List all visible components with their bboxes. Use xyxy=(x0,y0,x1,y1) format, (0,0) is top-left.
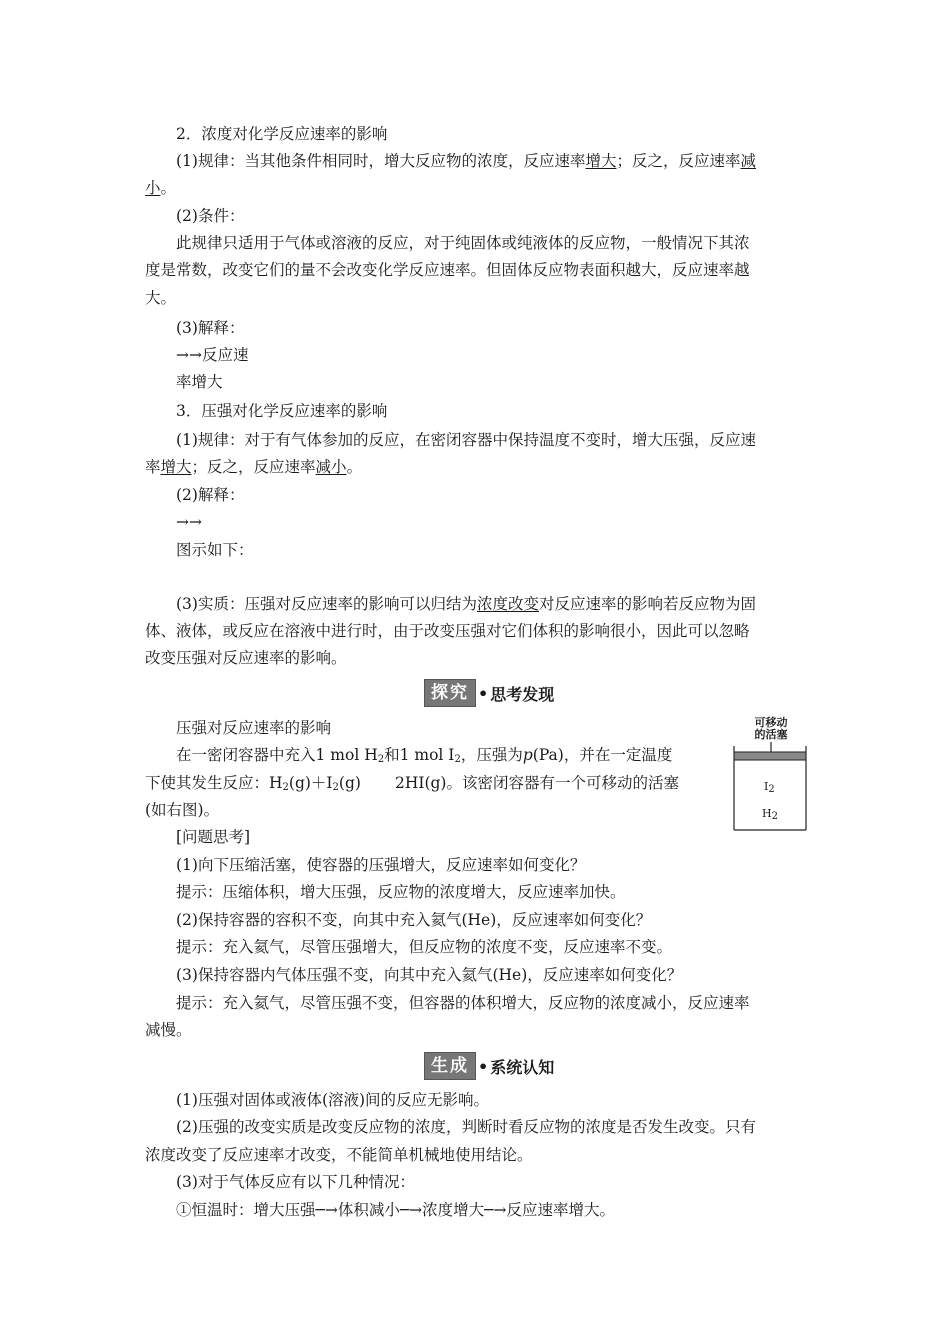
s2-rule-end: 。 xyxy=(160,179,177,197)
s2-rule-line-2 xyxy=(145,178,176,198)
generate-point-2-line-2: 浓度改变了反应速率才改变，不能简单机械地使用结论。 xyxy=(145,1146,533,1164)
piston-figure xyxy=(725,714,815,834)
s2-rule-text: (1)规律：当其他条件相同时，增大反应物的浓度，反应速率 xyxy=(176,152,586,170)
explore-l1-c: ，压强为 xyxy=(460,746,523,764)
subscript: 2 xyxy=(282,782,289,793)
s3-essence-start: (3)实质：压强对反应速率的影响可以归结为 xyxy=(176,595,477,613)
gas-iodine-label xyxy=(764,780,775,795)
s3-rule-line-1: (1)规律：对于有气体参加的反应，在密闭容器中保持温度不变时，增大压强，反应速 xyxy=(176,431,756,449)
gas-iodine-symbol: I xyxy=(764,780,769,793)
subscript: 2 xyxy=(771,811,778,822)
s2-condition-label: (2)条件： xyxy=(176,207,245,225)
generate-banner-text: 系统认知 xyxy=(490,1057,555,1077)
s2-explain-line-1: →→反应速 xyxy=(176,346,249,364)
generate-point-3-item-1: ①恒温时：增大压强─→体积减小─→浓度增大─→反应速率增大。 xyxy=(176,1201,615,1219)
s2-explain-line-2: 率增大 xyxy=(176,373,223,391)
s3-explain-label: (2)解释： xyxy=(176,486,245,504)
gas-hydrogen-symbol: H xyxy=(762,807,772,820)
explore-l2-a: 下使其发生反应：H xyxy=(145,774,283,792)
s3-essence-line-3: 改变压强对反应速率的影响。 xyxy=(145,649,347,667)
question-3: (3)保持容器内气体压强不变，向其中充入氦气(He)，反应速率如何变化？ xyxy=(176,966,683,984)
s2-rule-line xyxy=(176,151,756,171)
piston-label-line-2: 的活塞 xyxy=(754,728,788,741)
question-2: (2)保持容器的容积不变，向其中充入氦气(He)，反应速率如何变化？ xyxy=(176,911,652,929)
answer-1: 提示：压缩体积，增大压强，反应物的浓度增大，反应速率加快。 xyxy=(176,883,626,901)
generate-point-2-line-1: (2)压强的改变实质是改变反应物的浓度，判断时看反应物的浓度是否发生改变。只有 xyxy=(176,1118,756,1136)
s3-rule-line-2 xyxy=(145,457,362,477)
s3-answer-increase: 增大 xyxy=(160,458,192,476)
banner-dot-icon: • xyxy=(478,683,489,703)
s2-explain-label: (3)解释： xyxy=(176,319,245,337)
subscript: 2 xyxy=(377,754,385,765)
explore-title: 压强对反应速率的影响 xyxy=(176,719,332,737)
s3-rule-end: 。 xyxy=(346,458,363,476)
question-1: (1)向下压缩活塞，使容器的压强增大，反应速率如何变化？ xyxy=(176,856,586,874)
s2-answer-decrease-part2: 小 xyxy=(145,179,161,197)
s2-answer-decrease-part1: 减 xyxy=(740,152,757,170)
subscript: 2 xyxy=(768,784,775,795)
explore-l2-c: (g) xyxy=(338,774,361,792)
s3-rule-l2-start: 率 xyxy=(145,458,161,476)
generate-banner xyxy=(424,1053,554,1079)
section-2-heading: 2．浓度对化学反应速率的影响 xyxy=(176,125,388,143)
s2-condition-line-3: 大。 xyxy=(145,289,177,307)
generate-point-1: (1)压强对固体或液体(溶液)间的反应无影响。 xyxy=(176,1091,490,1109)
s3-figure-note: 图示如下： xyxy=(176,541,254,559)
section-3-heading: 3．压强对化学反应速率的影响 xyxy=(176,402,388,420)
explore-l1-b: 和1 mol I xyxy=(384,746,455,764)
piston-label-line-1: 可移动 xyxy=(754,716,788,729)
explore-line-3: (如右图)。 xyxy=(145,801,220,819)
s3-answer-decrease: 减小 xyxy=(315,458,347,476)
explore-l2-d: 2HI(g)。该密闭容器有一个可移动的活塞 xyxy=(394,774,679,792)
s2-condition-line-1: 此规律只适用于气体或溶液的反应，对于纯固体或纯液体的反应物，一般情况下其浓 xyxy=(176,234,750,252)
questions-label: [问题思考] xyxy=(176,828,251,846)
subscript: 2 xyxy=(454,754,461,765)
generate-banner-box: 生成 xyxy=(424,1052,476,1080)
subscript: 2 xyxy=(332,782,339,793)
s3-essence-line-1 xyxy=(176,594,756,614)
pressure-symbol: p xyxy=(522,746,533,764)
banner-dot-icon: • xyxy=(478,1056,489,1076)
explore-l1-d: (Pa)，并在一定温度 xyxy=(532,746,673,764)
s3-essence-line-2: 体、液体，或反应在溶液中进行时，由于改变压强对它们体积的影响很小，因此可以忽略 xyxy=(145,622,750,640)
s3-essence-end: 对反应速率的影响若反应物为固 xyxy=(538,595,756,613)
s3-explain-arrows: →→ xyxy=(176,513,202,531)
explore-l1-a: 在一密闭容器中充入1 mol H xyxy=(176,746,378,764)
explore-banner-box: 探究 xyxy=(424,679,476,707)
s2-condition-line-2: 度是常数，改变它们的量不会改变化学反应速率。但固体反应物表面积越大，反应速率越 xyxy=(145,261,750,279)
explore-l2-b: (g)＋I xyxy=(288,774,333,792)
generate-point-3: (3)对于气体反应有以下几种情况： xyxy=(176,1173,415,1191)
answer-3-line-2: 减慢。 xyxy=(145,1021,192,1039)
answer-3-line-1: 提示：充入氦气，尽管压强不变，但容器的体积增大，反应物的浓度减小，反应速率 xyxy=(176,994,750,1012)
s3-rule-l2-mid: ；反之，反应速率 xyxy=(191,458,316,476)
s2-answer-increase: 增大 xyxy=(585,152,617,170)
answer-2: 提示：充入氦气，尽管压强增大，但反应物的浓度不变，反应速率不变。 xyxy=(176,938,673,956)
gas-hydrogen-label xyxy=(762,807,778,822)
s3-answer-concentration-change: 浓度改变 xyxy=(476,595,539,613)
explore-line-1 xyxy=(176,745,672,770)
explore-banner-text: 思考发现 xyxy=(490,684,555,704)
s2-rule-mid: ；反之，反应速率 xyxy=(616,152,741,170)
explore-banner xyxy=(424,680,554,706)
explore-line-2 xyxy=(145,773,679,798)
